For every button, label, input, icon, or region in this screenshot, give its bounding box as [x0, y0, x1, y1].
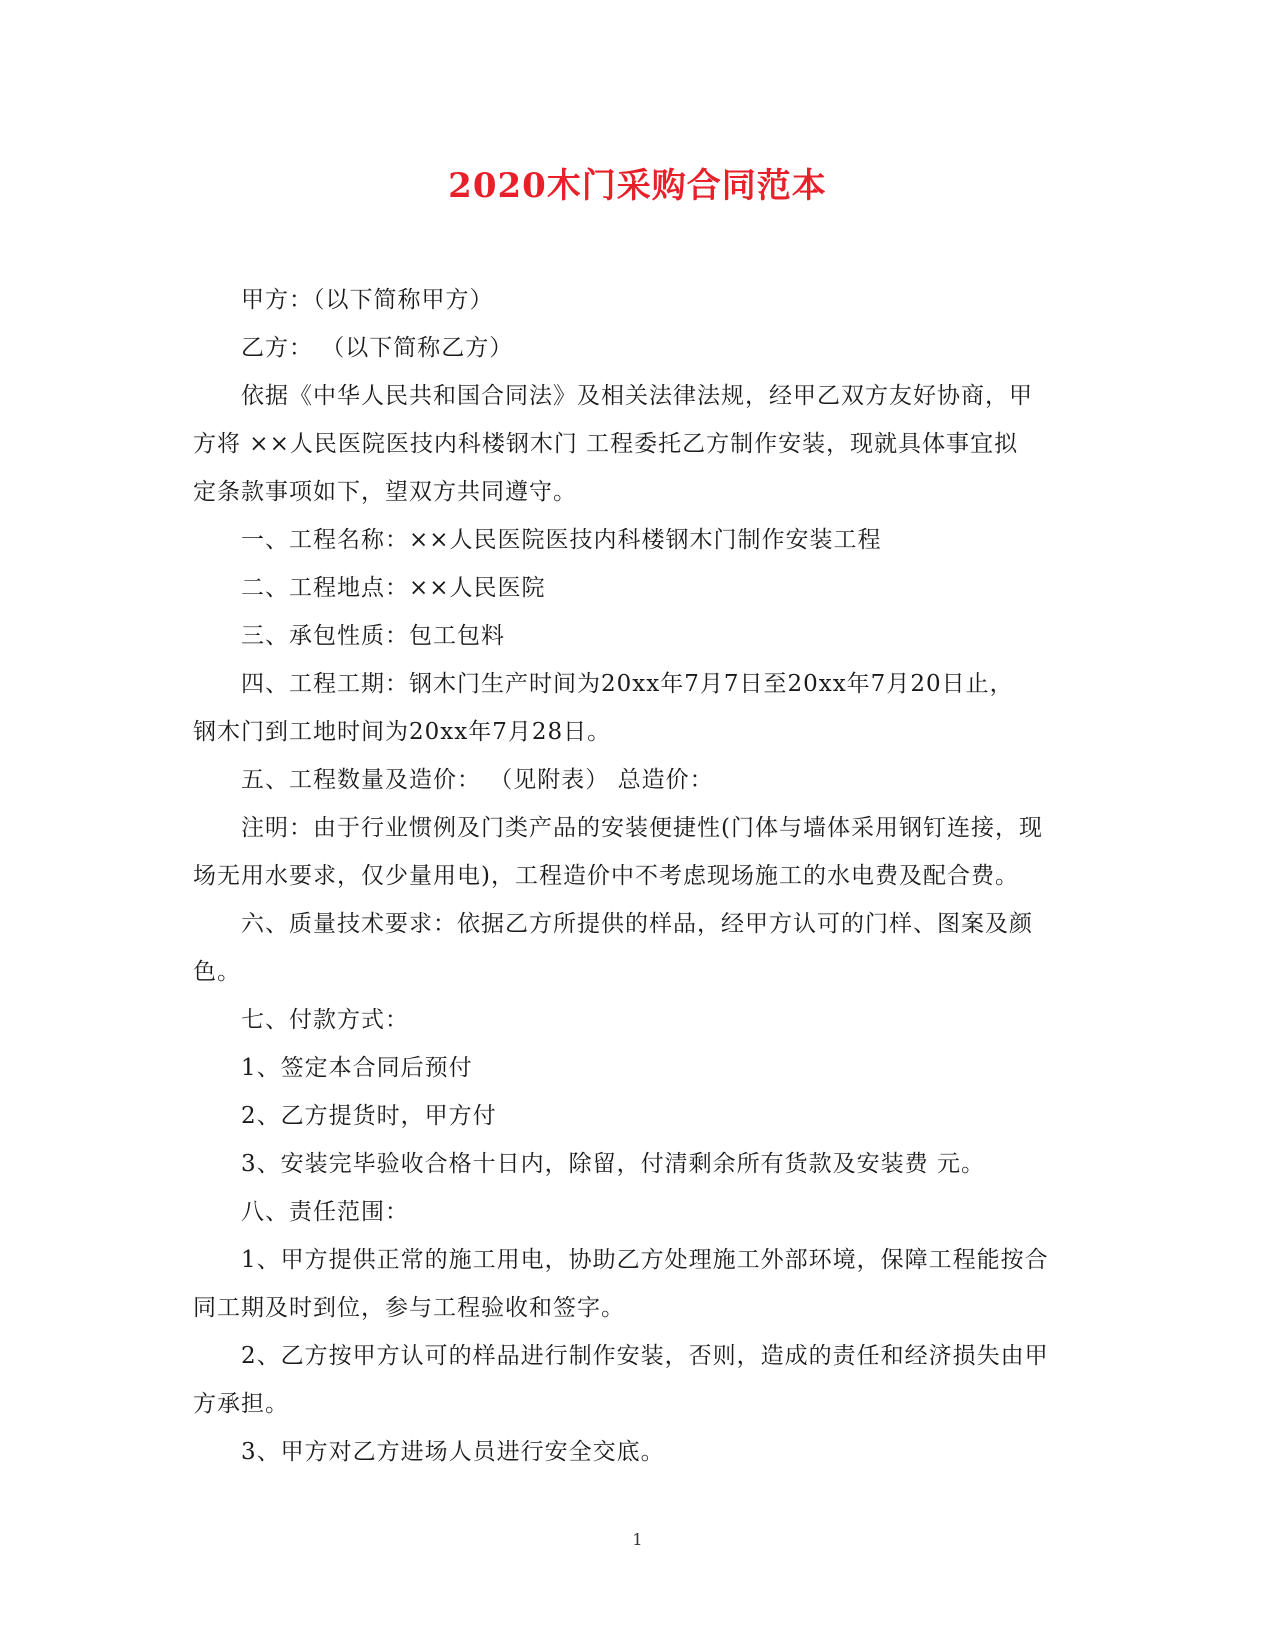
paragraph-line: 依据《中华人民共和国合同法》及相关法律法规，经甲乙双方友好协商，甲: [241, 383, 1033, 409]
paragraph-line: 甲方：（以下简称甲方）: [241, 287, 494, 313]
paragraph: [193, 996, 1078, 1044]
paragraph-line: 二、工程地点：××人民医院: [241, 575, 546, 601]
page-number: 1: [632, 1530, 643, 1549]
paragraph-line: 3、甲方对乙方进场人员进行安全交底。: [241, 1439, 665, 1465]
paragraph-line: 2、乙方提货时，甲方付: [241, 1103, 497, 1129]
paragraph: [193, 324, 1078, 372]
paragraph-line: 乙方： （以下简称乙方）: [241, 335, 514, 361]
paragraph: [193, 1140, 1078, 1188]
paragraph: [193, 804, 1078, 900]
paragraph: [193, 276, 1078, 324]
paragraph-line: 八、责任范围：: [241, 1199, 409, 1225]
paragraph: [193, 1428, 1078, 1476]
paragraph: [193, 660, 1078, 756]
paragraph-line: 2、乙方按甲方认可的样品进行制作安装，否则，造成的责任和经济损失由甲: [241, 1343, 1049, 1369]
paragraph: [193, 756, 1078, 804]
paragraph-line: 钢木门到工地时间为20xx年7月28日。: [193, 719, 612, 745]
paragraph-line: 注明：由于行业惯例及门类产品的安装便捷性(门体与墙体采用钢钉连接，现: [241, 815, 1043, 841]
paragraph: [193, 1332, 1078, 1428]
paragraph-line: 1、甲方提供正常的施工用电，协助乙方处理施工外部环境，保障工程能按合: [241, 1247, 1049, 1273]
paragraph-line: 七、付款方式：: [241, 1007, 409, 1033]
paragraph: [193, 1236, 1078, 1332]
paragraph-line: 1、签定本合同后预付: [241, 1055, 473, 1081]
paragraph-line: 方将 ××人民医院医技内科楼钢木门 工程委托乙方制作安装，现就具体事宜拟: [193, 431, 1019, 457]
paragraph: [193, 1188, 1078, 1236]
paragraph-line: 同工期及时到位，参与工程验收和签字。: [193, 1295, 625, 1321]
paragraph: [193, 1092, 1078, 1140]
paragraph-line: 三、承包性质：包工包料: [241, 623, 505, 649]
paragraph-line: 四、工程工期：钢木门生产时间为20xx年7月7日至20xx年7月20日止，: [241, 671, 1014, 697]
paragraph: [193, 900, 1078, 996]
paragraph: [193, 1044, 1078, 1092]
paragraph: [193, 372, 1078, 516]
document-title: 2020木门采购合同范本: [448, 166, 827, 206]
paragraph-line: 3、安装完毕验收合格十日内，除留，付清剩余所有货款及安装费 元。: [241, 1151, 985, 1177]
paragraph-line: 六、质量技术要求：依据乙方所提供的样品，经甲方认可的门样、图案及颜: [241, 911, 1033, 937]
paragraph-line: 五、工程数量及造价： （见附表） 总造价：: [241, 767, 714, 793]
paragraph-line: 色。: [193, 959, 241, 985]
paragraph-line: 场无用水要求，仅少量用电)，工程造价中不考虑现场施工的水电费及配合费。: [193, 863, 1019, 889]
paragraph-line: 定条款事项如下，望双方共同遵守。: [193, 479, 577, 505]
paragraph: [193, 564, 1078, 612]
paragraph-line: 方承担。: [193, 1391, 289, 1417]
document-body: [193, 276, 1078, 1476]
paragraph-line: 一、工程名称：××人民医院医技内科楼钢木门制作安装工程: [241, 527, 882, 553]
paragraph: [193, 612, 1078, 660]
paragraph: [193, 516, 1078, 564]
